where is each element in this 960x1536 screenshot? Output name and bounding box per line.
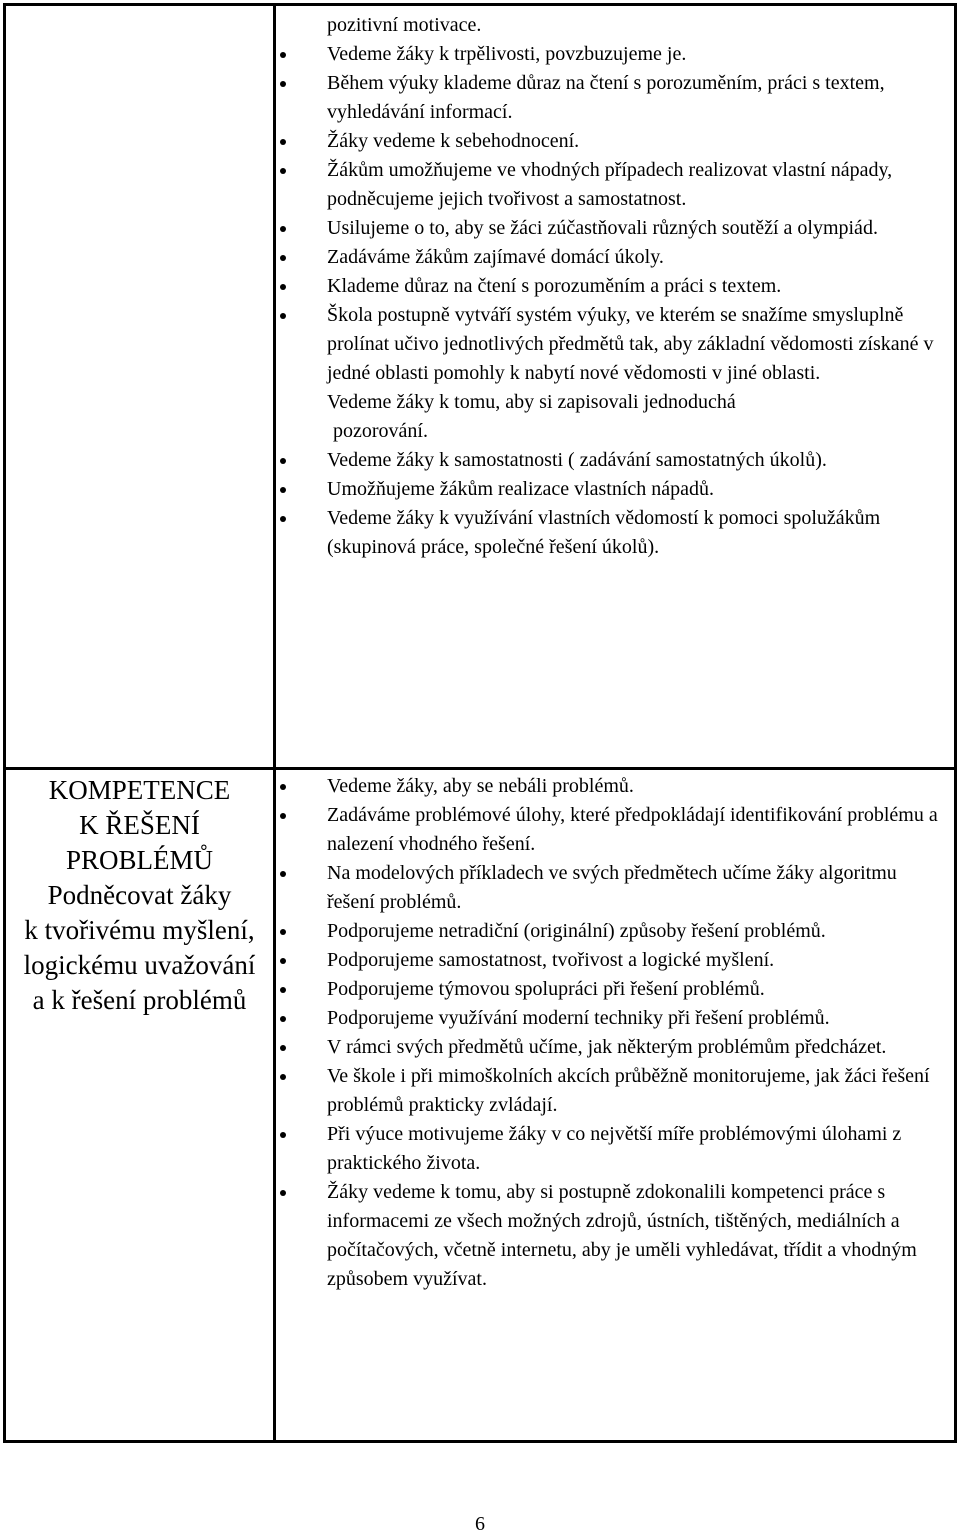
list-item: Během výuky klademe důraz na čtení s porozuměním, práci s textem, vyhledávání informací. bbox=[312, 69, 944, 127]
list-item: Usilujeme o to, aby se žáci zúčastňovali různých soutěží a olympiád. bbox=[312, 214, 944, 243]
list-item: Zadáváme problémové úlohy, které předpokládají identifikování problému a nalezení vhodného řešení. bbox=[312, 801, 944, 859]
competence-cell bbox=[5, 769, 275, 1442]
list-item: Žáky vedeme k sebehodnocení. bbox=[312, 127, 944, 156]
list-item: Podporujeme samostatnost, tvořivost a logické myšlení. bbox=[312, 946, 944, 975]
table-row bbox=[5, 769, 956, 1442]
list-item: Zadáváme žákům zajímavé domácí úkoly. bbox=[312, 243, 944, 272]
strategies-cell bbox=[275, 5, 956, 769]
competence-title-line: logickému uvažování bbox=[23, 950, 256, 980]
list-item: Umožňujeme žákům realizace vlastních nápadů. bbox=[312, 475, 944, 504]
list-item: Při výuce motivujeme žáky v co největší míře problémovými úlohami z praktického života. bbox=[312, 1120, 944, 1178]
list-item: V rámci svých předmětů učíme, jak některým problémům předcházet. bbox=[312, 1033, 944, 1062]
list-item: pozitivní motivace. bbox=[327, 14, 482, 36]
competence-title-line: k tvořivému myšlení, bbox=[24, 915, 255, 945]
list-item: Klademe důraz na čtení s porozuměním a práci s textem. bbox=[312, 272, 944, 301]
competence-cell-empty bbox=[5, 5, 275, 769]
competence-title-line: Podněcovat žáky bbox=[47, 880, 232, 910]
list-item: pozorování. bbox=[333, 420, 428, 442]
list-item: Vedeme žáky k samostatnosti ( zadávání samostatných úkolů). bbox=[312, 446, 944, 475]
list-item: Vedeme žáky k trpělivosti, povzbuzujeme je. bbox=[312, 40, 944, 69]
competence-title-line: a k řešení problémů bbox=[32, 985, 247, 1015]
list-item: Škola postupně vytváří systém výuky, ve kterém se snažíme smysluplně prolínat učivo jednotlivých předmětů tak, aby základní vědomosti získané v jedné oblasti pomohly k nabytí nové vědomosti v jiné oblasti. bbox=[312, 301, 944, 388]
competence-title-line: PROBLÉMŮ bbox=[65, 845, 214, 875]
list-item: Podporujeme týmovou spolupráci při řešení problémů. bbox=[312, 975, 944, 1004]
competence-title-line: K ŘEŠENÍ bbox=[79, 810, 200, 840]
competence-title-line: KOMPETENCE bbox=[48, 775, 231, 805]
strategy-list bbox=[276, 6, 954, 562]
strategies-cell bbox=[275, 769, 956, 1442]
list-item: Podporujeme netradiční (originální) způsoby řešení problémů. bbox=[312, 917, 944, 946]
list-item: Žákům umožňujeme ve vhodných případech realizovat vlastní nápady, podněcujeme jejich tvořivost a samostatnost. bbox=[312, 156, 944, 214]
list-item: Vedeme žáky k využívání vlastních vědomostí k pomoci spolužákům (skupinová práce, společné řešení úkolů). bbox=[312, 504, 944, 562]
list-item: Žáky vedeme k tomu, aby si postupně zdokonalili kompetenci práce s informacemi ze všech možných zdrojů, ústních, tištěných, mediálních a počítačových, včetně internetu, aby je uměli vyhledávat, třídit a vhodným způsobem využívat. bbox=[312, 1178, 944, 1294]
table-row bbox=[5, 5, 956, 769]
list-item: Vedeme žáky k tomu, aby si zapisovali jednoduchá bbox=[327, 391, 736, 413]
list-item: Na modelových příkladech ve svých předmětech učíme žáky algoritmu řešení problémů. bbox=[312, 859, 944, 917]
list-item: Podporujeme využívání moderní techniky při řešení problémů. bbox=[312, 1004, 944, 1033]
list-item: Vedeme žáky, aby se nebáli problémů. bbox=[312, 772, 944, 801]
list-item: Ve škole i při mimoškolních akcích průběžně monitorujeme, jak žáci řešení problémů prakticky zvládají. bbox=[312, 1062, 944, 1120]
competence-table bbox=[3, 3, 957, 1443]
strategy-list bbox=[276, 770, 954, 1294]
competence-title bbox=[6, 770, 273, 1018]
page-number: 6 bbox=[475, 1513, 485, 1535]
